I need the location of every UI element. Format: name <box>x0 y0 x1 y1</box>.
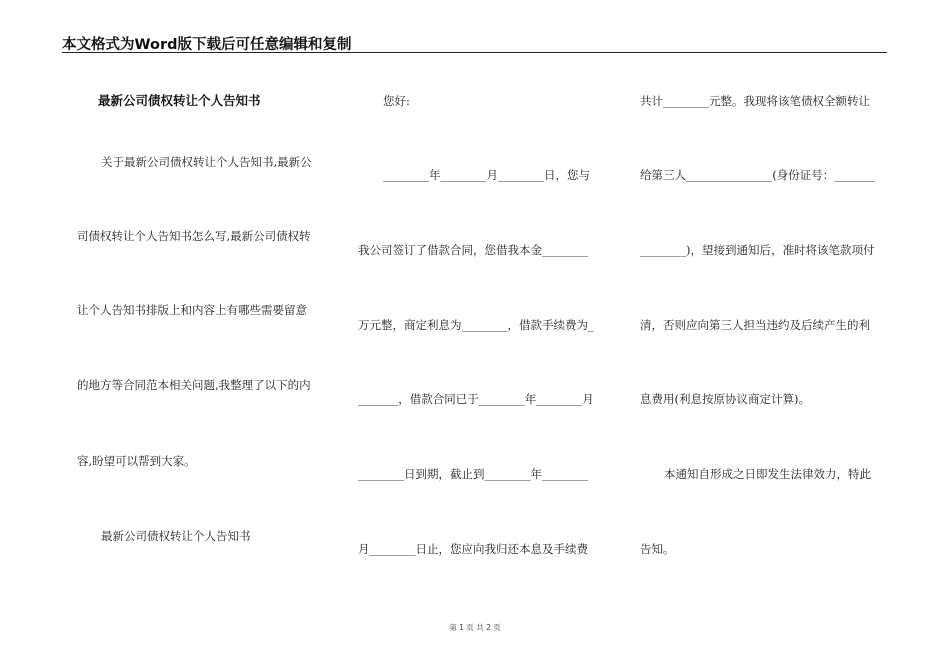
section-heading: 最新公司债权转让个人告知书 <box>101 529 251 543</box>
text-line: 让个人告知书排版上和内容上有哪些需要留意 <box>77 303 307 317</box>
text-line: 月________日止，您应向我归还本息及手续费 <box>358 542 588 556</box>
text-line: 我公司签订了借款合同，您借我本金________ <box>358 243 588 257</box>
text-line: 共计________元整。我现将该笔债权全额转让 <box>640 94 870 108</box>
text-line: ________日到期，截止到________年________ <box>358 467 588 481</box>
text-line: 容,盼望可以帮到大家。 <box>77 454 196 468</box>
text-line: 息费用(利息按原协议商定计算)。 <box>640 392 810 406</box>
text-line: 清，否则应向第三人担当违约及后续产生的利 <box>640 318 870 332</box>
text-line: 司债权转让个人告知书怎么写,最新公司债权转 <box>77 229 311 243</box>
text-line: ________)，望接到通知后，准时将该笔款项付 <box>640 243 875 257</box>
text-line: 的地方等合同范本相关问题,我整理了以下的内 <box>77 378 311 392</box>
page-number: 第 1 页 共 2 页 <box>449 623 501 632</box>
text-line: 万元整，商定利息为________，借款手续费为_ <box>358 318 594 332</box>
text-line: _______，借款合同已于________年________月 <box>358 392 594 406</box>
text-line: 告知。 <box>640 542 675 556</box>
greeting: 您好: <box>383 94 410 108</box>
header-divider <box>62 52 887 53</box>
header-title: 本文格式为Word版下载后可任意编辑和复制 <box>62 37 352 53</box>
text-line: 本通知自形成之日即发生法律效力，特此 <box>664 467 871 481</box>
text-line: ________年________月________日，您与 <box>383 168 590 182</box>
text-line: 关于最新公司债权转让个人告知书,最新公 <box>101 155 312 169</box>
doc-title: 最新公司债权转让个人告知书 <box>98 93 261 108</box>
text-line: 给第三人_______________(身份证号：_______ <box>640 168 875 182</box>
